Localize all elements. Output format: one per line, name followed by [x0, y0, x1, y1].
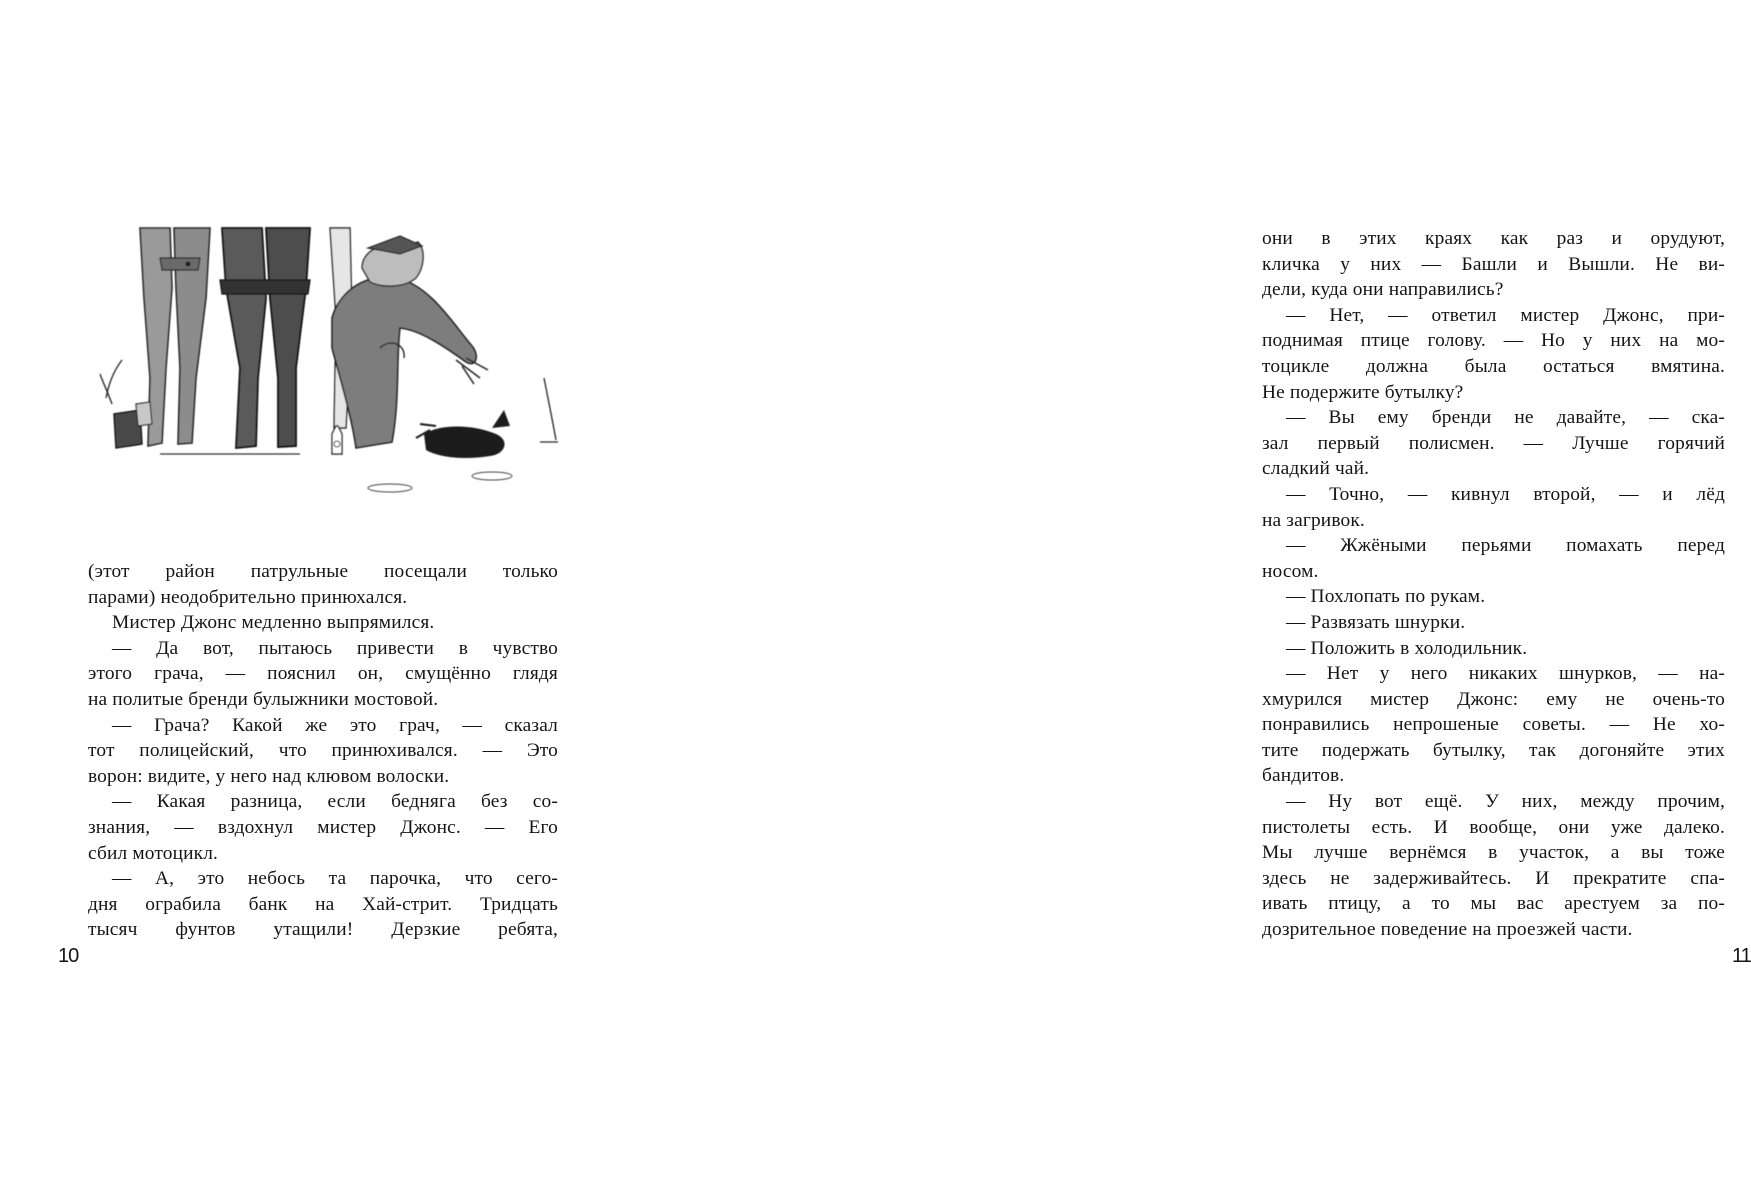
text-line: — Жжёными перьями помахать перед [1286, 535, 1725, 557]
page-number: 11 [1732, 945, 1751, 967]
text-line: — Похлопать по рукам. [1286, 586, 1486, 608]
text-line: сбил мотоцикл. [88, 842, 219, 864]
text-line: они в этих краях как раз и орудуют, [1262, 228, 1725, 249]
text-line: поднимая птице голову. — Но у них на мо- [1262, 330, 1725, 352]
illustration [100, 228, 560, 498]
text-line: пистолеты есть. И вообще, они уже далеко. [1262, 816, 1725, 838]
right-page-text [1262, 226, 1725, 943]
text-line: — Да вот, пытаюсь привести в чувство [112, 637, 558, 659]
text-line: — Какая разница, если бедняга без со- [112, 791, 558, 813]
text-line: ворон: видите, у него над клювом волоски. [88, 765, 450, 787]
text-line: понравились непрошеные советы. — Не хо- [1262, 714, 1725, 736]
text-line: бандитов. [1262, 765, 1345, 787]
text-line: тот полицейский, что принюхивался. — Это [88, 740, 558, 762]
text-line: — Нет у него никаких шнурков, — на- [1286, 663, 1725, 685]
text-line: — Точно, — кивнул второй, — и лёд [1286, 483, 1725, 505]
text-line: Мистер Джонс медленно выпрямился. [112, 612, 435, 634]
left-page [0, 0, 600, 1200]
text-line: (этот район патрульные посещали только [88, 561, 558, 582]
text-line: ивать птицу, а то мы вас арестуем за по- [1262, 893, 1725, 915]
text-line: тите подержать бутылку, так догоняйте этих [1262, 739, 1725, 761]
text-line: — Нет, — ответил мистер Джонс, при- [1286, 304, 1725, 326]
text-line: — Вы ему бренди не давайте, — ска- [1286, 407, 1725, 429]
text-line: Не подержите бутылку? [1262, 381, 1464, 403]
text-line: тоцикле должна была остаться вмятина. [1262, 355, 1725, 377]
text-line: тысяч фунтов утащили! Дерзкие ребята, [88, 919, 558, 941]
text-line: — Развязать шнурки. [1286, 611, 1466, 633]
text-line: на загривок. [1262, 509, 1365, 531]
text-line: Мы лучше вернёмся в участок, а вы тоже [1262, 842, 1725, 864]
text-line: — Положить в холодильник. [1286, 637, 1528, 659]
text-line: дели, куда они направились? [1262, 279, 1504, 301]
text-line: дня ограбила банк на Хай-стрит. Тридцать [88, 893, 558, 915]
text-line: кличка у них — Башли и Вышли. Не ви- [1262, 253, 1725, 275]
right-page [600, 0, 1751, 1200]
left-page-text [88, 559, 558, 943]
text-line: — А, это небось та парочка, что сего- [112, 868, 558, 890]
text-line: зал первый полисмен. — Лучше горячий [1262, 432, 1725, 454]
text-line: сладкий чай. [1262, 458, 1370, 480]
text-line: — Ну вот ещё. У них, между прочим, [1286, 791, 1725, 813]
text-line: носом. [1262, 560, 1319, 582]
policemen-and-raven-drawing [100, 228, 560, 498]
text-line: этого грача, — пояснил он, смущённо глядя [88, 663, 558, 685]
text-line: на политые бренди булыжники мостовой. [88, 688, 439, 710]
text-line: парами) неодобрительно принюхался. [88, 586, 408, 608]
text-line: здесь не задерживайтесь. И прекратите спа- [1262, 867, 1725, 889]
page-number: 10 [58, 945, 79, 967]
text-line: знания, — вздохнул мистер Джонс. — Его [88, 816, 558, 838]
text-line: дозрительное поведение на проезжей части. [1262, 919, 1633, 941]
text-line: хмурился мистер Джонс: ему не очень-то [1262, 688, 1725, 710]
text-line: — Грача? Какой же это грач, — сказал [112, 714, 558, 736]
